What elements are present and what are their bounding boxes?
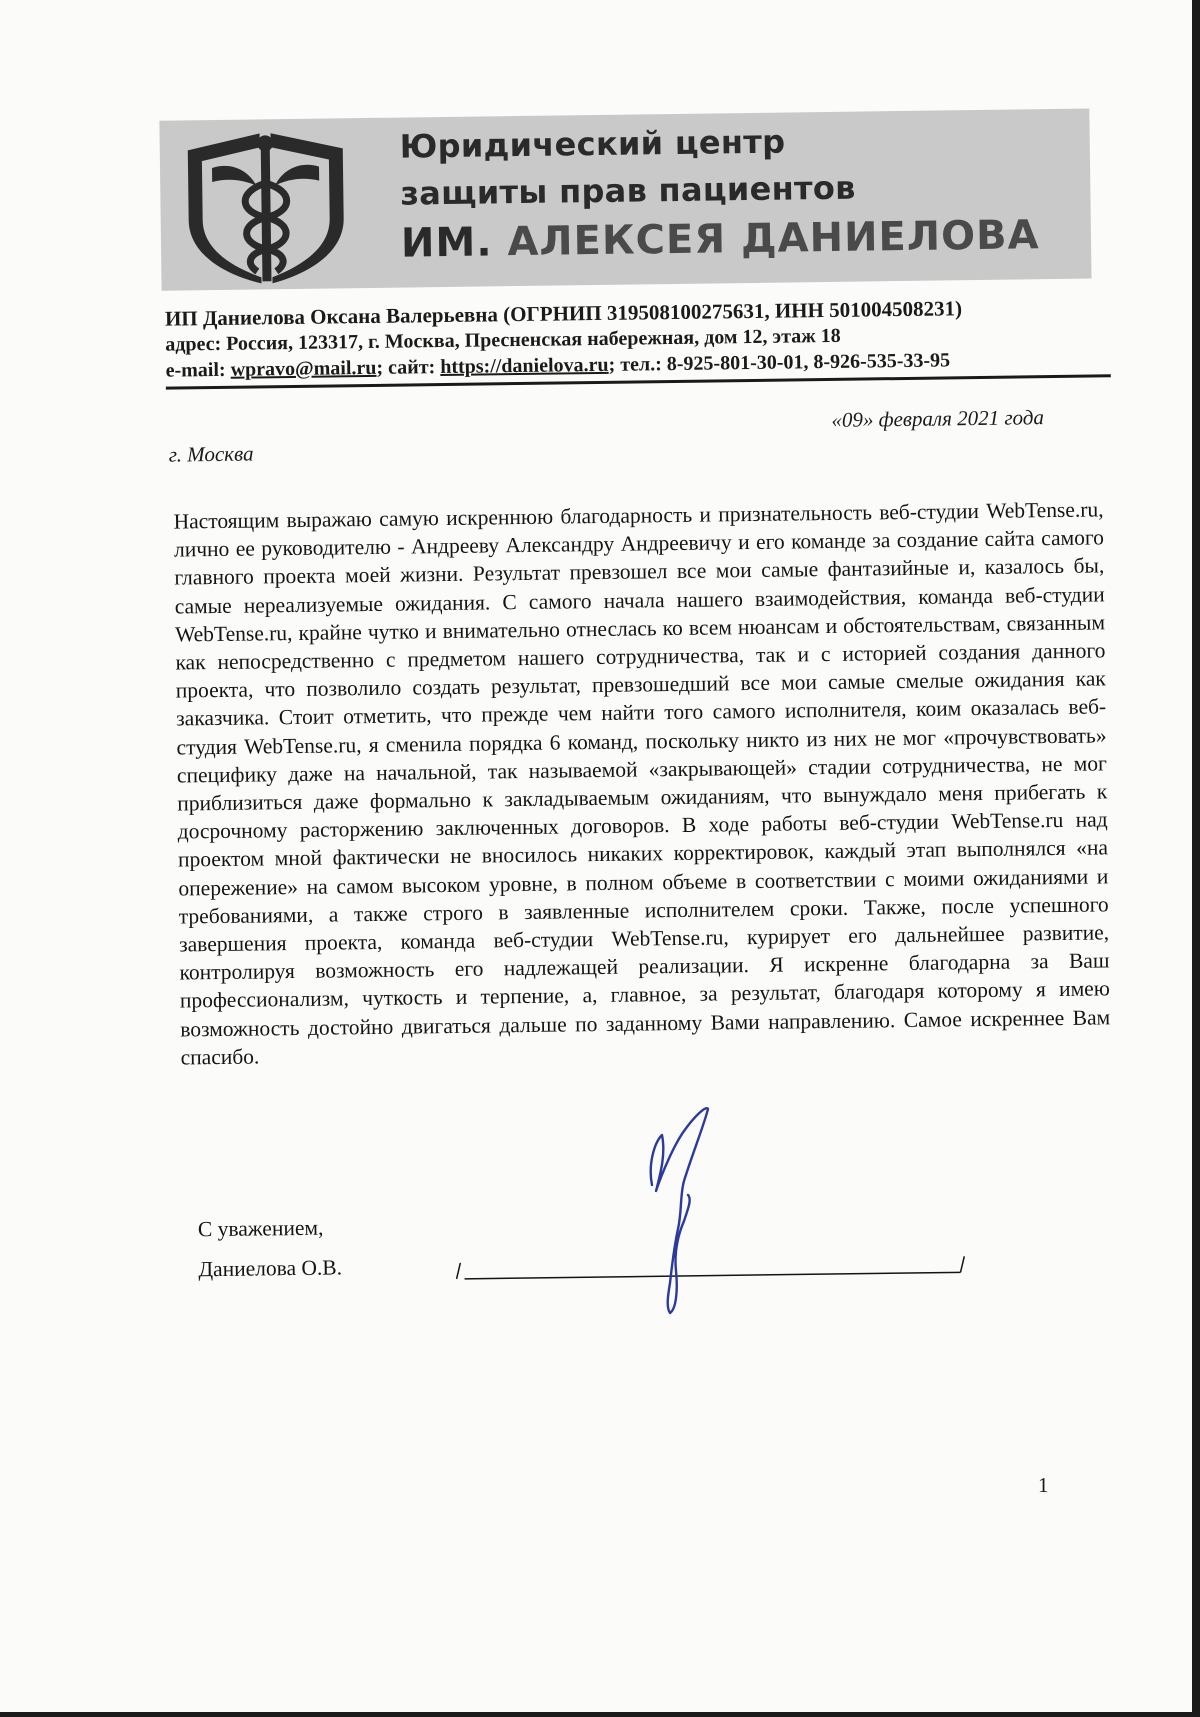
site-label: ; сайт: — [376, 356, 441, 379]
letterhead-line-3 — [401, 209, 1040, 269]
closing-block — [198, 1207, 343, 1289]
letterhead-line-3-prefix: ИМ. — [400, 219, 508, 267]
closing-name: Даниелова О.В. — [198, 1255, 343, 1282]
letterhead-title — [399, 115, 1039, 269]
email-label: e-mail: — [165, 358, 231, 382]
letterhead-line-2: защиты прав пациентов — [400, 168, 856, 213]
letter-date: «09» февраля 2021 года — [831, 405, 1045, 432]
requisites-block — [165, 293, 1111, 383]
page-number: 1 — [1038, 1473, 1049, 1497]
letter-city: г. Москва — [168, 441, 254, 467]
letter-paragraph: Настоящим выражаю самую искреннюю благодарность и признательность веб-студии WebTense.ru, лично ее руководителю - Андрееву Александру Андреевичу и его команде за создание сайта самого главного проекта моей жизни. Результат превзошел все мои самые фантазийные и, казалось бы, самые нереализуемые ожидания. С самого начала нашего взаимодействия, команда веб-студии WebTense.ru, крайне чутко и внимательно отнеслась ко всем нюансам и обстоятельствам, связанным как непосредственно с предметом нашего сотрудничества, так и с историей создания данного проекта, что позволило создать результат, превзошедший все мои самые смелые ожидания как заказчика. Стоит отметить, что прежде чем найти того самого исполнителя, коим оказалась веб-студия WebTense.ru, я сменила порядка 6 команд, поскольку никто из них не мог «прочувствовать» специфику даже на начальной, так называемой «закрывающей» стадии сотрудничества, не мог приблизиться даже формально к закладываемым ожиданиям, что вынуждало меня прибегать к досрочному расторжению заключенных договоров. В ходе работы веб-студии WebTense.ru над проектом мной фактически не вносилось никаких корректировок, каждый этап выполнялся «на опережение» на самом высоком уровне, в полном объеме в соответствии с моими ожиданиями и требованиями, а также строго в заявленные исполнителем сроки. Также, после успешного завершения проекта, команда веб-студии WebTense.ru, курирует его дальнейшее развитие, контролируя возможность его надлежащей реализации. Я искренне благодарна за Ваш профессионализм, чуткость и терпение, а, главное, за результат, благодаря которому я имею возможность достойно двигаться дальше по заданному Вами направлению. Самое искреннее Вам спасибо. — [173, 497, 1111, 1070]
letterhead-line-1: Юридический центр — [399, 122, 786, 166]
site-link[interactable]: https://danielova.ru — [440, 353, 609, 379]
letterhead-banner — [159, 109, 1091, 291]
requisites-address: адрес: Россия, 123317, г. Москва, Пресненская набережная, дом 12, этаж 18 — [165, 324, 841, 356]
letter-body — [173, 495, 1110, 1071]
requisites-entrepreneur: ИП Даниелова Оксана Валерьевна (ОГРНИП 319508100275631, ИНН 501004508231) — [164, 296, 963, 331]
handwritten-signature — [640, 1095, 730, 1320]
letterhead-line-3-name: АЛЕКСЕЯ ДАНИЕЛОВА — [507, 212, 1040, 266]
email-link[interactable]: wpravo@mail.ru — [230, 356, 377, 381]
closing-regards: С уважением, — [197, 1215, 324, 1242]
caduceus-shield-icon — [167, 126, 364, 287]
phone-text: ; тел.: 8-925-801-30-01, 8-926-535-33-95 — [608, 349, 951, 376]
